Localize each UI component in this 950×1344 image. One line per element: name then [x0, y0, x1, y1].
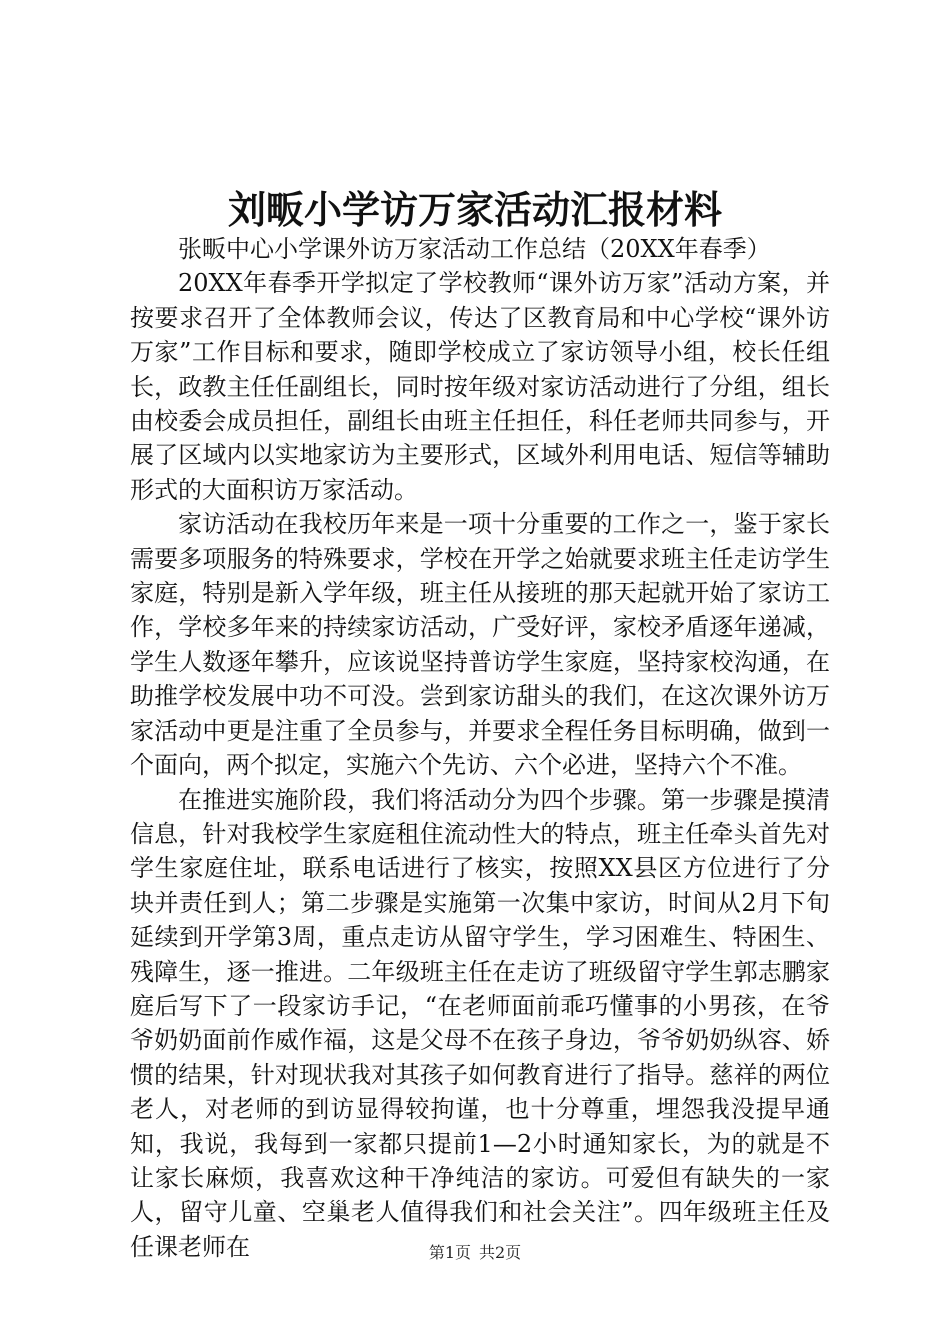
page-total: 共2页 — [479, 1243, 522, 1262]
body-paragraph: 在推进实施阶段，我们将活动分为四个步骤。第一步骤是摸清信息，针对我校学生家庭租住流动性大的特点，班主任牵头首先对学生家庭住址，联系电话进行了核实，按照XX县区方位进行了分块并责任到人；第二步骤是实施第一次集中家访，时间从2月下旬延续到开学第3周，重点走访从留守学生，学习困难生、特困生、残障生，逐一推进。二年级班主任在走访了班级留守学生郭志鹏家庭后写下了一段家访手记，“在老师面前乖巧懂事的小男孩，在爷爷奶奶面前作威作福，这是父母不在孩子身边，爷爷奶奶纵容、娇惯的结果，针对现状我对其孩子如何教育进行了指导。慈祥的两位老人，对老师的到访显得较拘谨，也十分尊重，埋怨我没提早通知，我说，我每到一家都只提前1—2小时通知家长，为的就是不让家长麻烦，我喜欢这种干净纯洁的家访。可爱但有缺失的一家人，留守儿童、空巢老人值得我们和社会关注”。四年级班主任及任课老师在 — [130, 785, 830, 1261]
body-paragraph: 20XX年春季开学拟定了学校教师“课外访万家”活动方案，并按要求召开了全体教师会议，传达了区教育局和中心学校“课外访万家”工作目标和要求，随即学校成立了家访领导小组，校长任组长，政教主任任副组长，同时按年级对家访活动进行了分组，组长由校委会成员担任，副组长由班主任担任，科任老师共同参与，开展了区域内以实地家访为主要形式，区域外利用电话、短信等辅助形式的大面积访万家活动。 — [130, 269, 830, 504]
page-footer — [0, 1242, 950, 1264]
body-paragraph: 家访活动在我校历年来是一项十分重要的工作之一，鉴于家长需要多项服务的特殊要求，学校在开学之始就要求班主任走访学生家庭，特别是新入学年级，班主任从接班的那天起就开始了家访工作，学校多年来的持续家访活动，广受好评，家校矛盾逐年递减，学生人数逐年攀升，应该说坚持普访学生家庭，坚持家校沟通，在助推学校发展中功不可没。尝到家访甜头的我们，在这次课外访万家活动中更是注重了全员参与，并要求全程任务目标明确，做到一个面向，两个拟定，实施六个先访、六个必进，坚持六个不准。 — [130, 510, 830, 780]
document-title: 刘畈小学访万家活动汇报材料 — [227, 187, 722, 232]
subtitle-paragraph: 张畈中心小学课外访万家活动工作总结（20XX年春季） — [178, 235, 771, 263]
page-number: 第1页 — [428, 1243, 471, 1262]
document-body — [130, 232, 830, 1264]
